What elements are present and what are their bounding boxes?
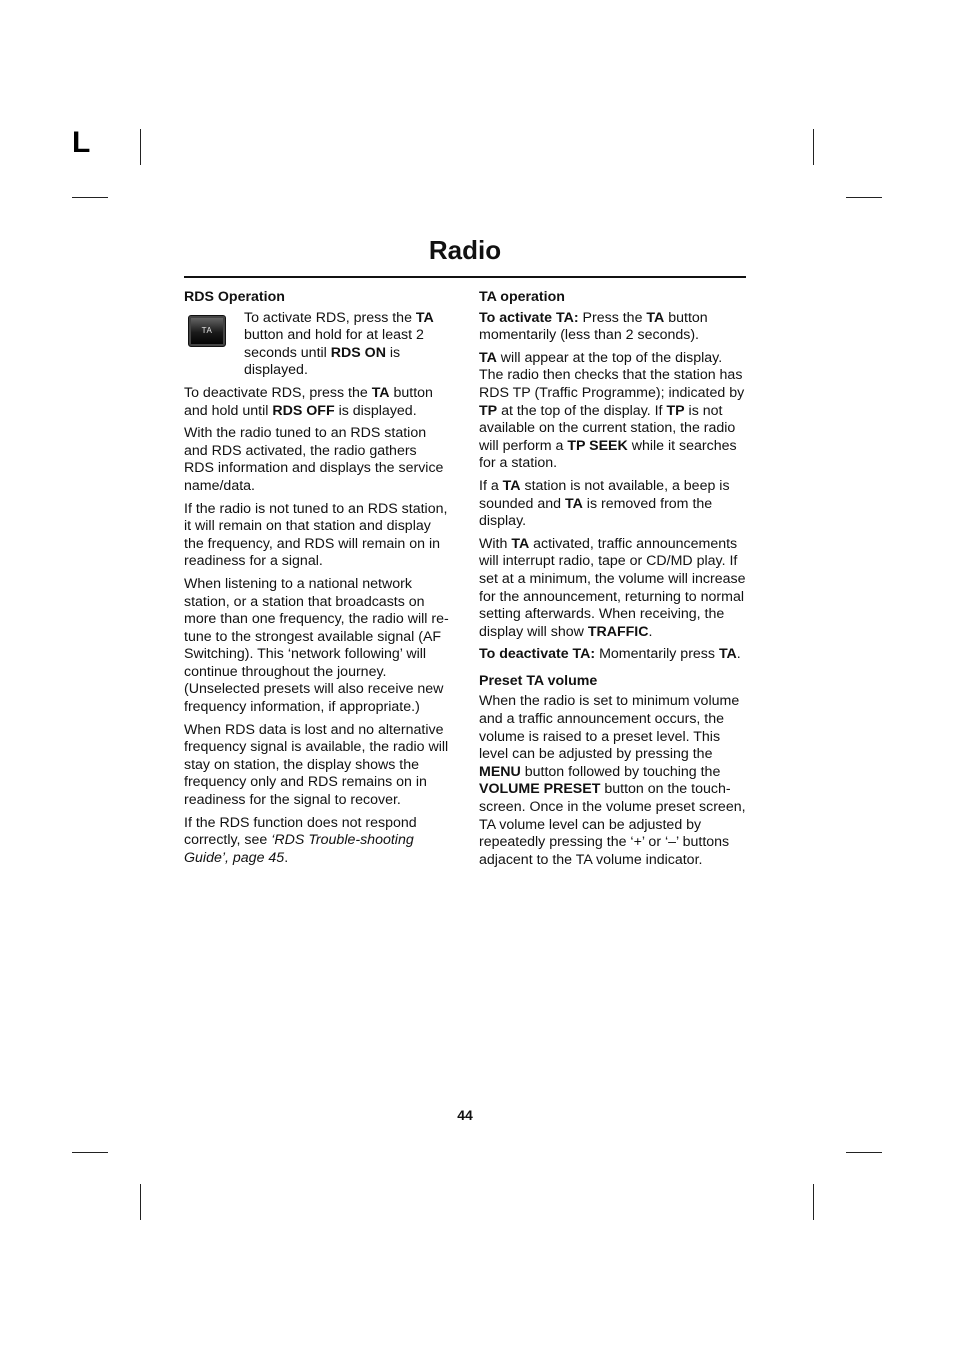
ta-unavailable-paragraph [479,478,747,531]
text-run: To deactivate RDS, press the [184,384,372,401]
preset-volume-paragraph [479,693,747,869]
crop-mark [846,197,882,198]
bold-text: RDS OFF [272,402,335,419]
bold-text: TA [565,495,583,512]
text-run: If the RDS function does not respond correctly, see [184,814,417,849]
text-run: button followed by touching the [520,763,721,780]
text-run: Press the [578,309,647,326]
bold-text: To deactivate TA: [479,646,596,663]
text-run: . [284,849,289,866]
ta-activated-paragraph [479,536,747,642]
text-run: When the radio is set to minimum volume and a traffic announcement occurs, the volume is raised to a preset level. This level can be adjusted by pressing the [479,693,740,763]
text-run: To activate RDS, press the [244,309,416,326]
ta-activate-paragraph [479,310,747,345]
crop-mark [140,1184,141,1220]
text-run: is not available on the current station, the radio will perform a [479,402,736,454]
text-run: button momentarily (less than 2 seconds). [479,309,708,344]
ta-deactivate-paragraph [479,646,747,664]
bold-text: TP [479,402,498,419]
text-run: activated, traffic announcements will interrupt radio, tape or CD/MD play. If set at a minimum, the volume will increase for the announcement, returning to normal setting afterwards. When receiving, the display will show [479,535,746,640]
bold-text: TA [502,477,521,494]
text-run: is displayed. [244,344,401,379]
text-run: button and hold for at least 2 seconds until [244,327,424,361]
text-run: When listening to a national network station, or a station that broadcasts on more than one frequency, the radio will re-tune to the strongest available signal (AF Switching). This ‘network following’ will continue throughout the journey. (Unselected presets will also receive new frequency information, if appropriate.) [184,575,449,716]
text-run: is displayed. [334,402,417,419]
bold-text: TA [646,309,665,326]
bold-text: RDS ON [330,344,386,361]
bold-text: TA [718,646,737,663]
text-run: . [736,646,741,663]
crop-mark [72,197,108,198]
text-run: With [479,535,512,552]
text-run: while it searches for a station. [479,437,737,472]
bold-text: MENU [479,763,521,780]
preset-ta-volume-heading: Preset TA volume [479,672,598,689]
text-run: at the top of the display. If [497,402,667,419]
italic-reference: ‘RDS Trouble-shooting Guide’, page 45 [184,832,414,866]
rds-deactivate-paragraph [184,385,450,420]
text-run: button and hold until [184,384,433,419]
rds-not-tuned-paragraph [184,501,450,571]
bold-text: TA [415,309,434,326]
bold-text: TA [479,349,497,366]
page-number: 44 [457,1107,473,1123]
corner-letter: L [72,126,91,159]
rds-trouble-paragraph [184,815,450,868]
text-run: If a [479,477,503,494]
rds-operation-heading: RDS Operation [184,289,285,305]
right-column [479,289,747,874]
ta-button-label: TA [201,325,213,335]
bold-text: VOLUME PRESET [479,781,601,798]
title-rule [184,276,746,278]
rds-lost-paragraph [184,722,450,810]
text-run: With the radio tuned to an RDS station and RDS activated, the radio gathers RDS information and displays the service name/data. [184,425,444,494]
ta-button-icon [188,315,226,347]
crop-mark [72,1152,108,1153]
text-run: Momentarily press [595,646,719,663]
crop-mark [813,1184,814,1220]
text-run: station is not available, a beep is sounded and [479,477,730,512]
crop-mark [846,1152,882,1153]
text-run: will appear at the top of the display. The radio then checks that the station has RDS TP (Traffic Programme); indicated by [479,349,745,401]
ta-operation-heading: TA operation [479,289,565,305]
ta-display-paragraph [479,350,747,473]
left-column [184,289,450,872]
af-switching-paragraph [184,576,450,717]
text-run: button on the touch-screen. Once in the volume preset screen, TA volume level can be adjusted by repeatedly pressing the ‘+’ or ‘–’ buttons adjacent to the TA volume indicator. [479,781,746,868]
bold-text: To activate TA: [479,309,579,326]
page-title: Radio [428,235,502,265]
text-run: is removed from the display. [479,495,713,530]
bold-text: TA [511,535,530,552]
bold-text: TP [666,402,685,419]
text-run: If the radio is not tuned to an RDS station, it will remain on that station and display the frequency, and RDS will remain on in readiness for a signal. [184,500,448,570]
text-run: When RDS data is lost and no alternative frequency signal is available, the radio will stay on station, the display shows the frequency only and RDS remains on in readiness for the signal to recover. [184,721,449,809]
crop-mark [813,129,814,165]
ta-instruction-block [184,310,450,380]
bold-text: TP SEEK [567,437,628,454]
bold-text: TA [371,384,390,401]
rds-activate-paragraph [244,310,450,380]
bold-text: TRAFFIC [587,623,649,640]
rds-station-paragraph [184,425,450,495]
text-run: . [648,623,653,640]
crop-mark [140,129,141,165]
